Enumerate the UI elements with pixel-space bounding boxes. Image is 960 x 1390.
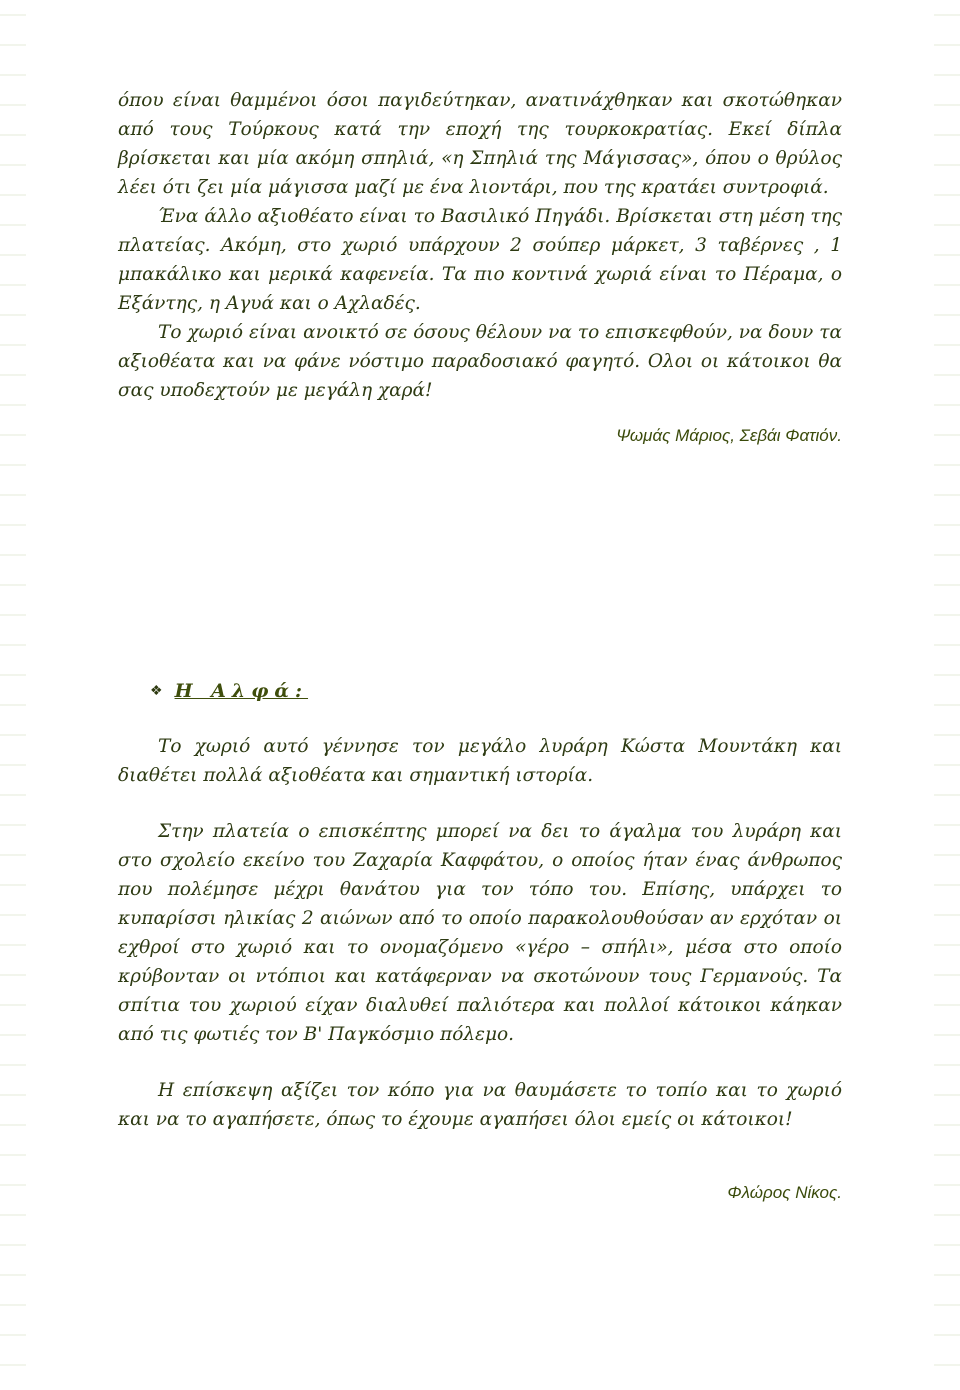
section2-signature: Φλώρος Νίκος. <box>727 1183 842 1202</box>
section1-paragraph-2: Ένα άλλο αξιοθέατο είναι το Βασιλικό Πηγάδι. Βρίσκεται στη μέση της πλατείας. Ακόμη, στο χωριό υπάρχουν 2 σούπερ μάρκετ, 3 ταβέρνες , 1 μπακάλικο και μερικά καφενεία. Τα πιο κοντινά χωριά είναι το Πέραμα, ο Εξάντης, η Αγυά και ο Αχλαδές. <box>118 206 842 314</box>
section2-paragraph-3: Η επίσκεψη αξίζει τον κόπο για να θαυμάσετε το τοπίο και το χωριό και να το αγαπήσετε, όπως το έχουμε αγαπήσει όλοι εμείς οι κάτοικοι! <box>118 1080 842 1130</box>
section2-paragraph-2: Στην πλατεία ο επισκέπτης μπορεί να δει το άγαλμα του λυράρη και στο σχολείο εκείνο του Ζαχαρία Καφφάτου, ο οποίος ήταν ένας άνθρωπος που πολέμησε μέχρι θανάτου για τον τόπο του. Επίσης, υπάρχει το κυπαρίσσι ηλικίας 2 αιώνων από το οποίο παρακολουθούσαν αν ερχόταν οι εχθροί στο χωριό και το ονομαζόμενο «γέρο – σπήλι», μέσα στο οποίο κρύβονταν οι ντόπιοι και κατάφερναν να σκοτώνουν τους Γερμανούς. Τα σπίτια του χωριού είχαν διαλυθεί παλιότερα και πολλοί κάτοικοι κάηκαν από τις φωτιές τον Β' Παγκόσμιο πόλεμο. <box>118 821 842 1045</box>
section1-paragraph-1: όπου είναι θαμμένοι όσοι παγιδεύτηκαν, ανατινάχθηκαν και σκοτώθηκαν από τους Τούρκους κατά την εποχή της τουρκοκρατίας. Εκεί δίπλα βρίσκεται και μία ακόμη σπηλιά, «η Σπηλιά της Μάγισσας», όπου ο θρύλος λέει ότι ζει μία μάγισσα μαζί με ένα λιοντάρι, που της κρατάει συντροφιά. <box>118 90 842 198</box>
diamond-bullet-icon: ❖ <box>150 683 163 699</box>
section2-paragraph-1: Το χωριό αυτό γέννησε τον μεγάλο λυράρη Κώστα Μουντάκη και διαθέτει πολλά αξιοθέατα και σημαντική ιστορία. <box>118 736 842 786</box>
section2-title: Η Αλφά: <box>174 680 309 702</box>
section1-paragraph-3: Το χωριό είναι ανοικτό σε όσους θέλουν να το επισκεφθούν, να δουν τα αξιοθέατα και να φάνε νόστιμο παραδοσιακό φαγητό. Ολοι οι κάτοικοι θα σας υποδεχτούν με μεγάλη χαρά! <box>118 322 842 401</box>
section2-heading <box>150 680 308 702</box>
section2-body <box>118 732 842 1134</box>
section1-body <box>118 86 842 405</box>
section1-signature: Ψωμάς Μάριος, Σεβάι Φατιόν. <box>616 426 842 445</box>
decorative-border-left <box>0 0 26 1390</box>
decorative-border-right <box>934 0 960 1390</box>
